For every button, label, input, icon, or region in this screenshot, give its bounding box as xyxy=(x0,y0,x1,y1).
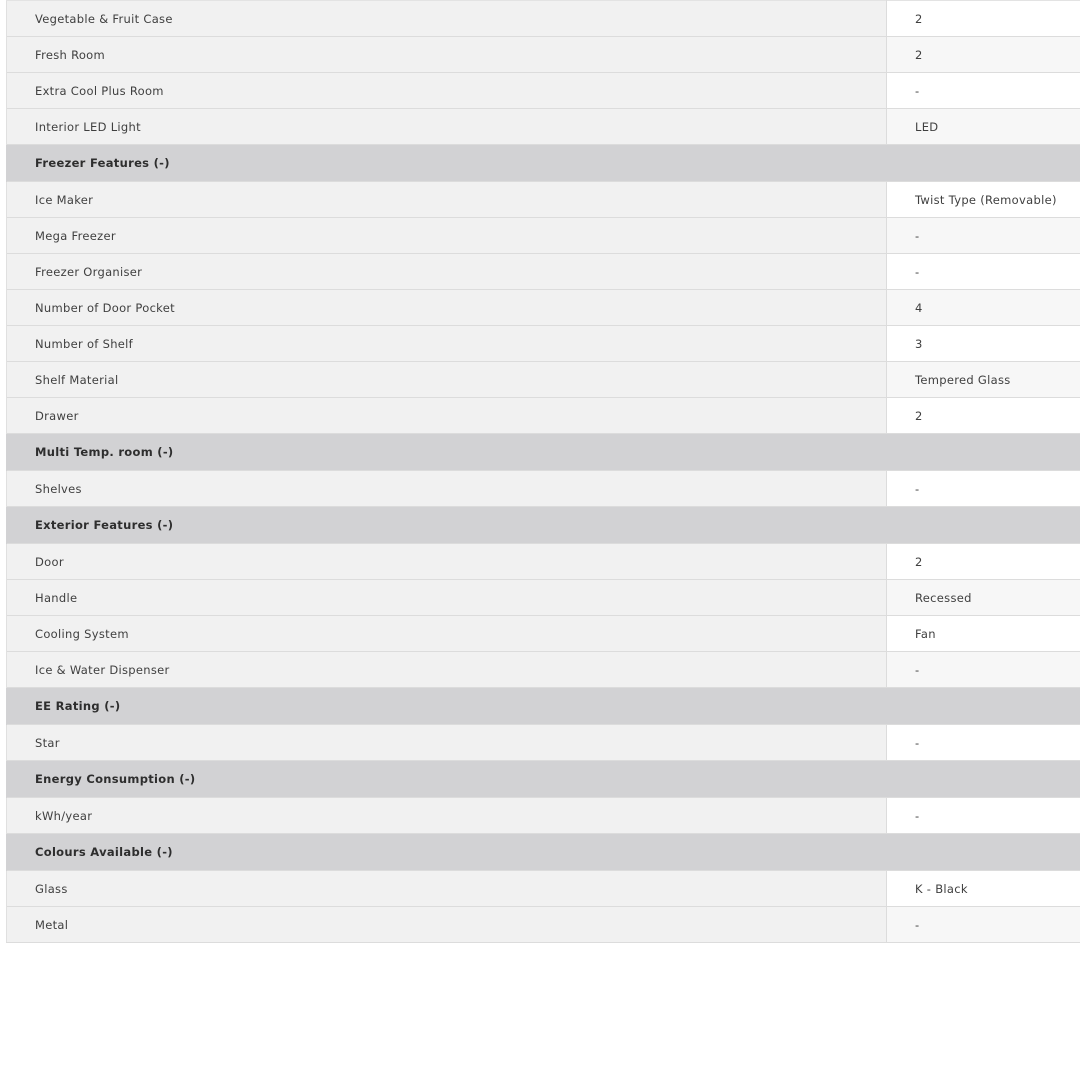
spec-value: 2 xyxy=(887,37,1080,73)
spec-value: Twist Type (Removable) xyxy=(887,182,1080,218)
spec-label: Metal xyxy=(7,907,887,943)
spec-label: Number of Door Pocket xyxy=(7,290,887,326)
section-header-label[interactable]: Multi Temp. room (-) xyxy=(7,434,1080,471)
spec-table-body xyxy=(7,1,1080,943)
section-header-label[interactable]: Energy Consumption (-) xyxy=(7,761,1080,798)
spec-row xyxy=(7,218,1080,254)
spec-row xyxy=(7,398,1080,434)
spec-label: Vegetable & Fruit Case xyxy=(7,1,887,37)
spec-label: Shelves xyxy=(7,471,887,507)
spec-label: Fresh Room xyxy=(7,37,887,73)
spec-row xyxy=(7,182,1080,218)
spec-label: Shelf Material xyxy=(7,362,887,398)
section-header-row[interactable] xyxy=(7,688,1080,725)
spec-value: K - Black xyxy=(887,871,1080,907)
spec-value: Recessed xyxy=(887,580,1080,616)
spec-value: 4 xyxy=(887,290,1080,326)
spec-row xyxy=(7,73,1080,109)
spec-value: 2 xyxy=(887,1,1080,37)
spec-row xyxy=(7,725,1080,761)
spec-value: - xyxy=(887,218,1080,254)
spec-value: - xyxy=(887,254,1080,290)
spec-label: kWh/year xyxy=(7,798,887,834)
spec-row xyxy=(7,616,1080,652)
spec-row xyxy=(7,471,1080,507)
section-header-row[interactable] xyxy=(7,507,1080,544)
spec-row xyxy=(7,326,1080,362)
spec-row xyxy=(7,362,1080,398)
spec-label: Freezer Organiser xyxy=(7,254,887,290)
spec-value: - xyxy=(887,471,1080,507)
spec-value: - xyxy=(887,907,1080,943)
spec-row xyxy=(7,580,1080,616)
spec-row xyxy=(7,1,1080,37)
spec-label: Ice Maker xyxy=(7,182,887,218)
spec-table xyxy=(6,0,1080,943)
spec-label: Interior LED Light xyxy=(7,109,887,145)
section-header-label[interactable]: EE Rating (-) xyxy=(7,688,1080,725)
spec-value: Tempered Glass xyxy=(887,362,1080,398)
spec-row xyxy=(7,652,1080,688)
spec-value: 2 xyxy=(887,544,1080,580)
spec-row xyxy=(7,871,1080,907)
spec-value: - xyxy=(887,798,1080,834)
spec-row xyxy=(7,254,1080,290)
spec-row xyxy=(7,37,1080,73)
spec-label: Ice & Water Dispenser xyxy=(7,652,887,688)
spec-row xyxy=(7,798,1080,834)
spec-label: Extra Cool Plus Room xyxy=(7,73,887,109)
spec-label: Drawer xyxy=(7,398,887,434)
spec-row xyxy=(7,109,1080,145)
section-header-row[interactable] xyxy=(7,434,1080,471)
spec-label: Mega Freezer xyxy=(7,218,887,254)
spec-label: Cooling System xyxy=(7,616,887,652)
section-header-label[interactable]: Exterior Features (-) xyxy=(7,507,1080,544)
section-header-row[interactable] xyxy=(7,761,1080,798)
spec-value: - xyxy=(887,73,1080,109)
spec-value: LED xyxy=(887,109,1080,145)
spec-value: Fan xyxy=(887,616,1080,652)
spec-label: Number of Shelf xyxy=(7,326,887,362)
spec-label: Star xyxy=(7,725,887,761)
spec-value: 2 xyxy=(887,398,1080,434)
section-header-row[interactable] xyxy=(7,145,1080,182)
section-header-label[interactable]: Colours Available (-) xyxy=(7,834,1080,871)
spec-label: Glass xyxy=(7,871,887,907)
section-header-label[interactable]: Freezer Features (-) xyxy=(7,145,1080,182)
spec-row xyxy=(7,544,1080,580)
spec-value: - xyxy=(887,652,1080,688)
spec-value: - xyxy=(887,725,1080,761)
spec-value: 3 xyxy=(887,326,1080,362)
spec-label: Door xyxy=(7,544,887,580)
spec-row xyxy=(7,907,1080,943)
spec-label: Handle xyxy=(7,580,887,616)
section-header-row[interactable] xyxy=(7,834,1080,871)
spec-row xyxy=(7,290,1080,326)
